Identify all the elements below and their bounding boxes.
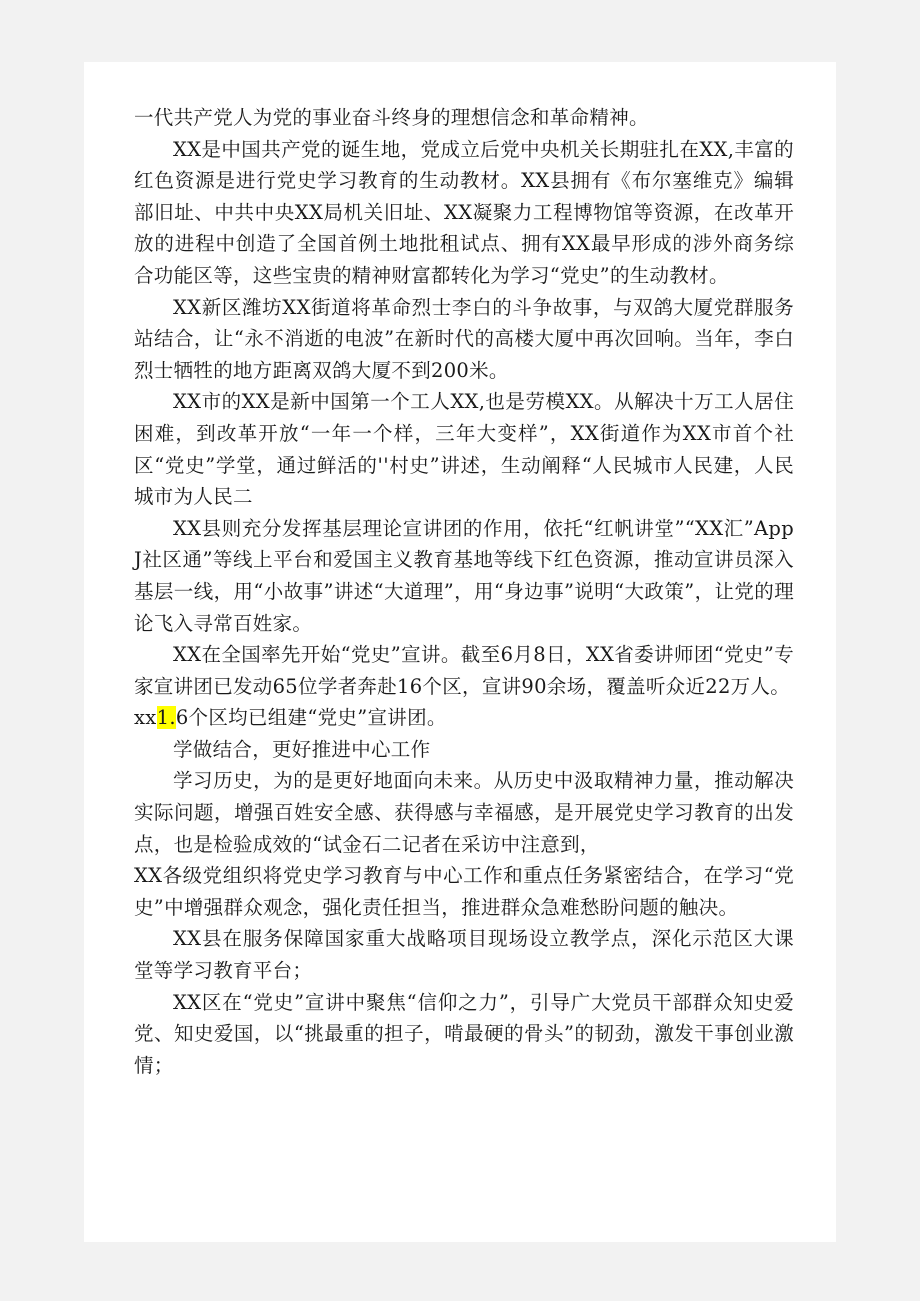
paragraph-6: XX在全国率先开始“党史”宣讲。截至6月8日，XX省委讲师团“党史”专家宣讲团已发动65位学者奔赴16个区，宣讲90余场，覆盖听众近22万人。 bbox=[134, 643, 794, 698]
paragraph-9: 学习历史，为的是更好地面向未来。从历史中汲取精神力量，推动解决实际问题，增强百姓安全感、获得感与幸福感，是开展党史学习教育的出发点，也是检验成效的“试金石二记者在采访中注意到， bbox=[134, 769, 794, 856]
paragraph-10: XX各级党组织将党史学习教育与中心工作和重点任务紧密结合，在学习“党史”中增强群众观念，强化责任担当，推进群众急难愁盼问题的触决。 bbox=[134, 864, 794, 919]
paragraph-1: 一代共产党人为党的事业奋斗终身的理想信念和革命精神。 bbox=[134, 106, 649, 129]
paragraph-3: XX新区潍坊XX街道将革命烈士李白的斗争故事，与双鸽大厦党群服务站结合，让“永不消逝的电波”在新时代的高楼大厦中再次回响。当年，李白烈士牺牲的地方距离双鸽大厦不到200米。 bbox=[134, 295, 794, 382]
paragraph-11: XX县在服务保障国家重大战略项目现场设立教学点，深化示范区大课堂等学习教育平台； bbox=[134, 927, 794, 983]
paragraph-4: XX市的XX是新中国第一个工人XX,也是劳模XX。从解决十万工人居住困难，到改革开放“一年一个样，三年大变样”，XX街道作为XX市首个社区“党史”学堂，通过鲜活的''村史”讲述，生动阐释“人民城市人民建，人民城市为人民二 bbox=[134, 390, 794, 509]
paragraph-12: XX区在“党史”宣讲中聚焦“信仰之力”，引导广大党员干部群众知史爱党、知史爱国，以“挑最重的担子，啃最硬的骨头”的韧劲，激发干事创业激情； bbox=[134, 990, 794, 1077]
document-body bbox=[134, 102, 794, 1081]
paragraph-2: XX是中国共产党的诞生地，党成立后党中央机关长期驻扎在XX,丰富的红色资源是进行党史学习教育的生动教材。XX县拥有《布尔塞维克》编辑部旧址、中共中央XX局机关旧址、XX凝聚力工程博物馆等资源，在改革开放的进程中创造了全国首例土地批租试点、拥有XX最早形成的涉外商务综合功能区等，这些宝贵的精神财富都转化为学习“党史”的生动教材。 bbox=[134, 137, 794, 287]
paragraph-7 bbox=[134, 702, 794, 734]
document-page bbox=[84, 62, 836, 1242]
section-heading: 学做结合，更好推进中心工作 bbox=[173, 737, 431, 761]
highlighted-text: 1. bbox=[156, 706, 176, 730]
paragraph-5: XX县则充分发挥基层理论宣讲团的作用，依托“红帆讲堂”“XX汇”App J社区通”等线上平台和爱国主义教育基地等线下红色资源，推动宣讲员深入基层一线，用“小故事”讲述“大道理”，用“身边事”说明“大政策”，让党的理论飞入寻常百姓家。 bbox=[134, 516, 794, 635]
paragraph-7-end: 6个区均已组建“党史”宣讲团。 bbox=[175, 706, 447, 730]
paragraph-7-start: xx bbox=[134, 706, 157, 730]
